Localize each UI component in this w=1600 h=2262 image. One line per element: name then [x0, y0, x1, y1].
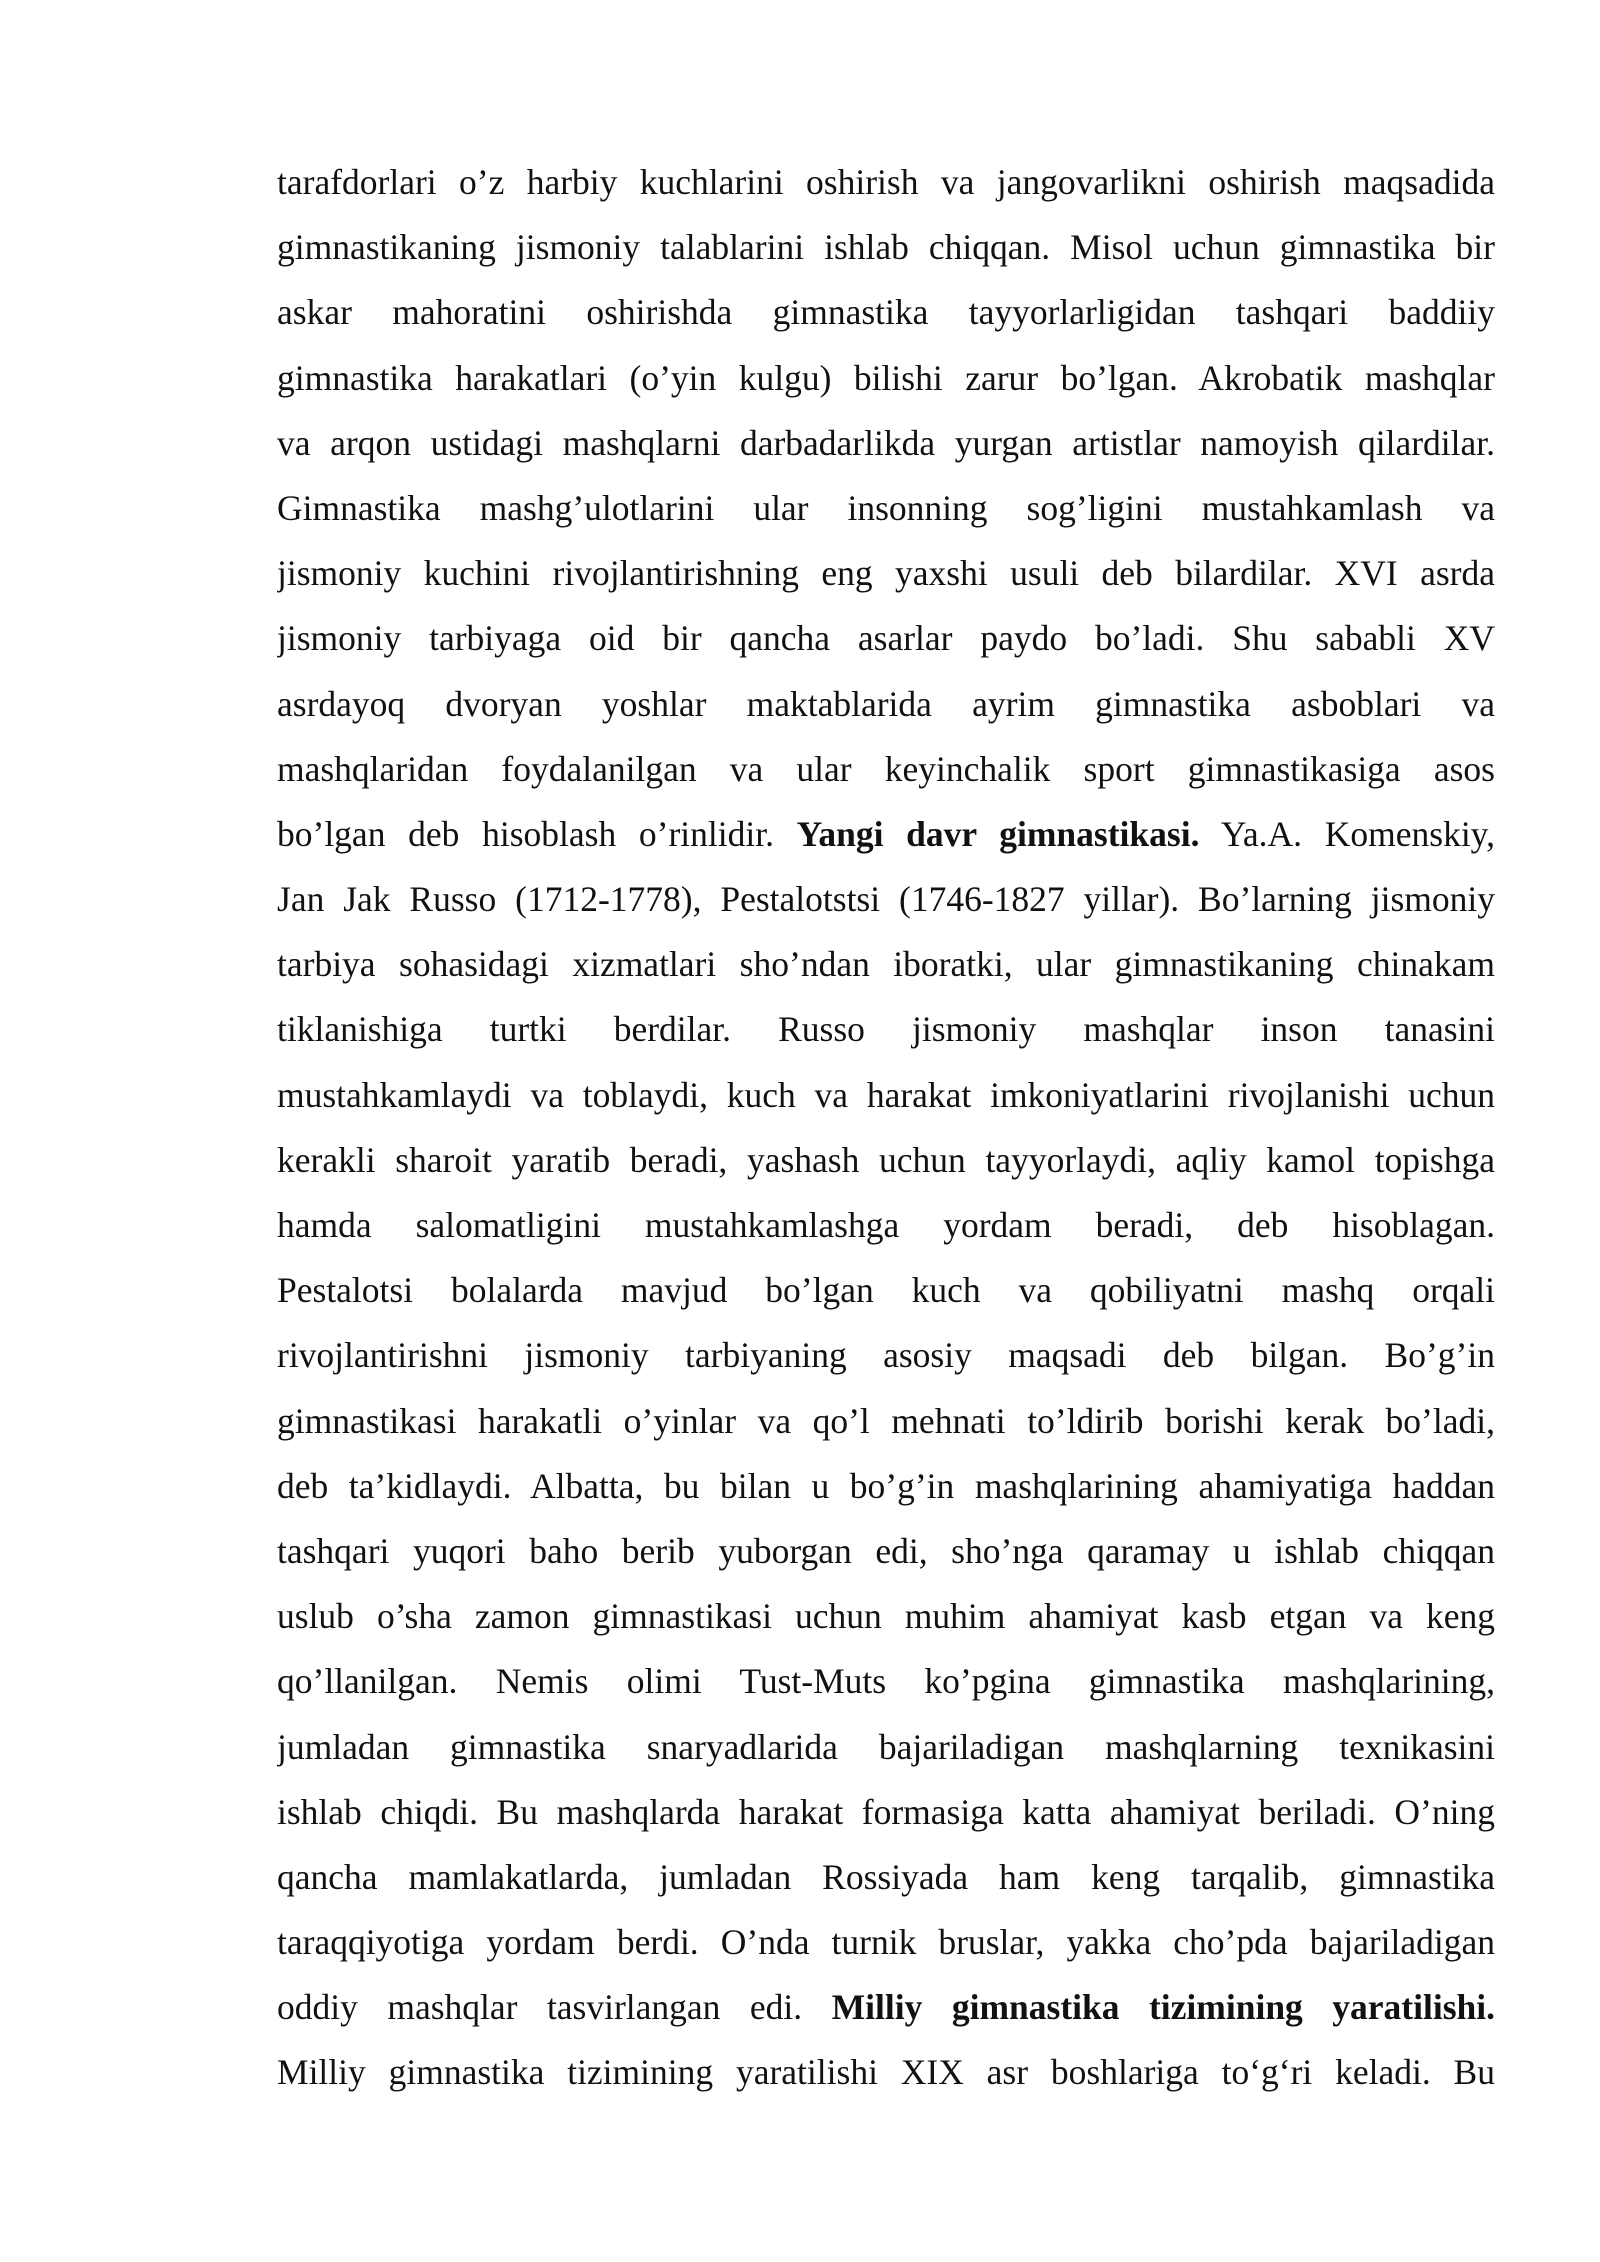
text-segment: askar mahoratini oshirishda gimnastika tayyorlarligidan tashqari baddiiy — [277, 292, 1495, 333]
text-segment: deb ta’kidlaydi. Albatta, bu bilan u bo’g’in mashqlarining ahamiyatiga haddan — [277, 1465, 1495, 1506]
text-segment: kerakli sharoit yaratib beradi, yashash uchun tayyorlaydi, aqliy kamol topishga — [277, 1139, 1495, 1180]
text-segment: mustahkamlaydi va toblaydi, kuch va harakat imkoniyatlarini rivojlanishi uchun — [277, 1074, 1495, 1115]
text-line — [277, 346, 1495, 411]
text-line — [277, 215, 1495, 280]
text-segment: bo’lgan deb hisoblash o’rinlidir. — [277, 813, 797, 854]
text-line — [277, 1715, 1495, 1780]
text-line — [277, 280, 1495, 345]
text-segment: mashqlaridan foydalanilgan va ular keyinchalik sport gimnastikasiga asos — [277, 748, 1495, 789]
text-segment: oddiy mashqlar tasvirlangan edi. — [277, 1987, 832, 2028]
text-segment: jumladan gimnastika snaryadlarida bajariladigan mashqlarning texnikasini — [277, 1726, 1495, 1767]
text-line — [277, 1975, 1495, 2040]
text-segment: rivojlantirishni jismoniy tarbiyaning asosiy maqsadi deb bilgan. Bo’g’in — [277, 1335, 1495, 1376]
text-segment: qancha mamlakatlarda, jumladan Rossiyada ham keng tarqalib, gimnastika — [277, 1856, 1495, 1897]
text-segment: gimnastikasi harakatli o’yinlar va qo’l mehnati to’ldirib borishi kerak bo’ladi, — [277, 1400, 1495, 1441]
text-segment: tarbiya sohasidagi xizmatlari sho’ndan iboratki, ular gimnastikaning chinakam — [277, 944, 1495, 985]
body-text — [277, 150, 1495, 2106]
text-segment: taraqqiyotiga yordam berdi. O’nda turnik bruslar, yakka cho’pda bajariladigan — [277, 1922, 1495, 1963]
text-segment: Ya.A. Komenskiy, — [1199, 813, 1495, 854]
text-line — [277, 476, 1495, 541]
text-segment: Jan Jak Russo (1712-1778), Pestalotstsi (1746-1827 yillar). Bo’larning jismoniy — [277, 879, 1495, 920]
text-segment: hamda salomatligini mustahkamlashga yordam beradi, deb hisoblagan. — [277, 1205, 1495, 1245]
text-line — [277, 1845, 1495, 1910]
text-line — [277, 2040, 1495, 2105]
text-line — [277, 1128, 1495, 1193]
text-line — [277, 737, 1495, 802]
text-line — [277, 1649, 1495, 1714]
section-heading-inline: Yangi davr gimnastikasi. — [796, 813, 1200, 854]
text-segment: Pestalotsi bolalarda mavjud bo’lgan kuch va qobiliyatni mashq orqali — [277, 1270, 1495, 1311]
text-segment: tiklanishiga turtki berdilar. Russo jismoniy mashqlar inson tanasini — [277, 1009, 1495, 1050]
text-segment: gimnastika harakatlari (o’yin kulgu) bilishi zarur bo’lgan. Akrobatik mashqlar — [277, 357, 1495, 398]
text-line — [277, 672, 1495, 737]
text-line — [277, 541, 1495, 606]
text-line — [277, 1323, 1495, 1388]
text-line — [277, 411, 1495, 476]
text-line — [277, 1389, 1495, 1454]
text-line — [277, 932, 1495, 997]
text-segment: qo’llanilgan. Nemis olimi Tust-Muts ko’pgina gimnastika mashqlarining, — [277, 1661, 1495, 1702]
text-line — [277, 1584, 1495, 1649]
text-line — [277, 150, 1495, 215]
text-line — [277, 1258, 1495, 1323]
text-line — [277, 867, 1495, 932]
text-segment: tashqari yuqori baho berib yuborgan edi, sho’nga qaramay u ishlab chiqqan — [277, 1530, 1495, 1571]
text-segment: tarafdorlari o’z harbiy kuchlarini oshirish va jangovarlikni oshirish maqsadida — [277, 162, 1495, 202]
section-heading-inline: Milliy gimnastika tizimining yaratilishi. — [831, 1987, 1495, 2028]
text-line — [277, 1063, 1495, 1128]
text-segment: Milliy gimnastika tizimining yaratilishi XIX asr boshlariga to‘g‘ri keladi. Bu — [277, 2052, 1495, 2093]
text-segment: jismoniy kuchini rivojlantirishning eng yaxshi usuli deb bilardilar. XVI asrda — [277, 553, 1495, 594]
text-line — [277, 1454, 1495, 1519]
text-line — [277, 997, 1495, 1062]
text-line — [277, 1519, 1495, 1584]
text-segment: uslub o’sha zamon gimnastikasi uchun muhim ahamiyat kasb etgan va keng — [277, 1596, 1495, 1637]
text-line — [277, 1780, 1495, 1845]
text-segment: ishlab chiqdi. Bu mashqlarda harakat formasiga katta ahamiyat beriladi. O’ning — [277, 1791, 1495, 1832]
text-line — [277, 1910, 1495, 1975]
text-segment: asrdayoq dvoryan yoshlar maktablarida ayrim gimnastika asboblari va — [277, 683, 1495, 724]
text-line — [277, 1193, 1495, 1258]
text-segment: jismoniy tarbiyaga oid bir qancha asarlar paydo bo’ladi. Shu sababli XV — [277, 618, 1495, 659]
text-segment: va arqon ustidagi mashqlarni darbadarlikda yurgan artistlar namoyish qilardilar. — [277, 422, 1495, 463]
text-line — [277, 606, 1495, 671]
text-segment: gimnastikaning jismoniy talablarini ishlab chiqqan. Misol uchun gimnastika bir — [277, 227, 1495, 268]
text-segment: Gimnastika mashg’ulotlarini ular insonning sog’ligini mustahkamlash va — [277, 487, 1495, 528]
text-line — [277, 802, 1495, 867]
